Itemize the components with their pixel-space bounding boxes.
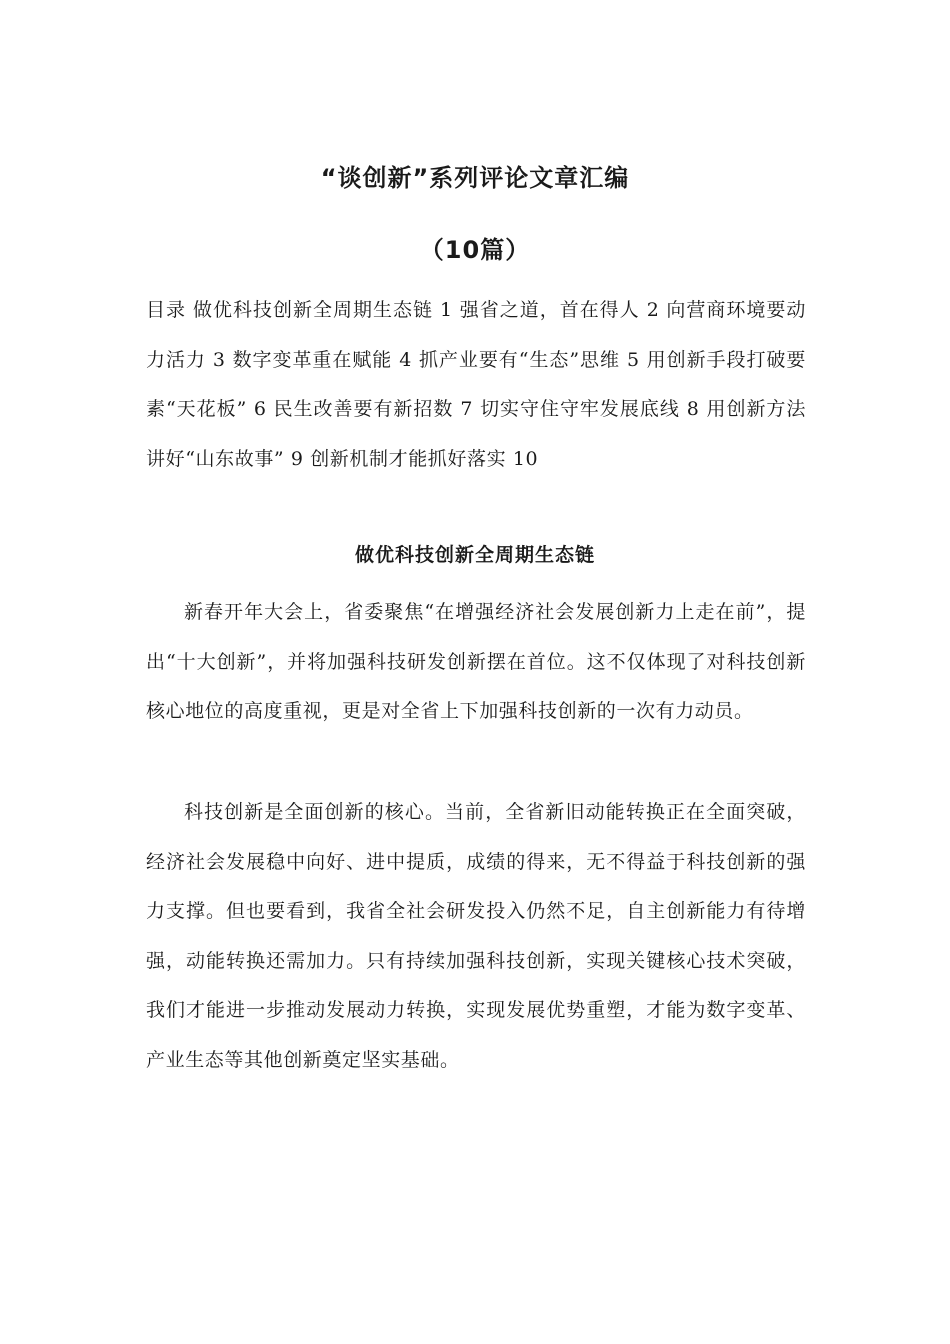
body-paragraph-1: 新春开年大会上，省委聚焦“在增强经济社会发展创新力上走在前”，提出“十大创新”，并将加强科技研发创新摆在首位。这不仅体现了对科技创新核心地位的高度重视，更是对全省上下加强科技创新的一次有力动员。 bbox=[146, 601, 806, 722]
body-paragraph-2: 科技创新是全面创新的核心。当前，全省新旧动能转换正在全面突破，经济社会发展稳中向好、进中提质，成绩的得来，无不得益于科技创新的强力支撑。但也要看到，我省全社会研发投入仍然不足，自主创新能力有待增强，动能转换还需加力。只有持续加强科技创新，实现关键核心技术突破，我们才能进一步推动发展动力转换，实现发展优势重塑，才能为数字变革、产业生态等其他创新奠定坚实基础。 bbox=[146, 801, 806, 1071]
document-subtitle: （10篇） bbox=[419, 236, 531, 264]
table-of-contents: 目录 做优科技创新全周期生态链 1 强省之道，首在得人 2 向营商环境要动力活力 3 数字变革重在赋能 4 抓产业要有“生态”思维 5 用创新手段打破要素“天花板” 6 民生改善要有新招数 7 切实守住守牢发展底线 8 用创新方法讲好“山东故事” 9 创新机制才能抓好落实 10 bbox=[146, 299, 806, 470]
section-heading: 做优科技创新全周期生态链 bbox=[354, 544, 595, 566]
document-title: “谈创新”系列评论文章汇编 bbox=[320, 164, 630, 192]
